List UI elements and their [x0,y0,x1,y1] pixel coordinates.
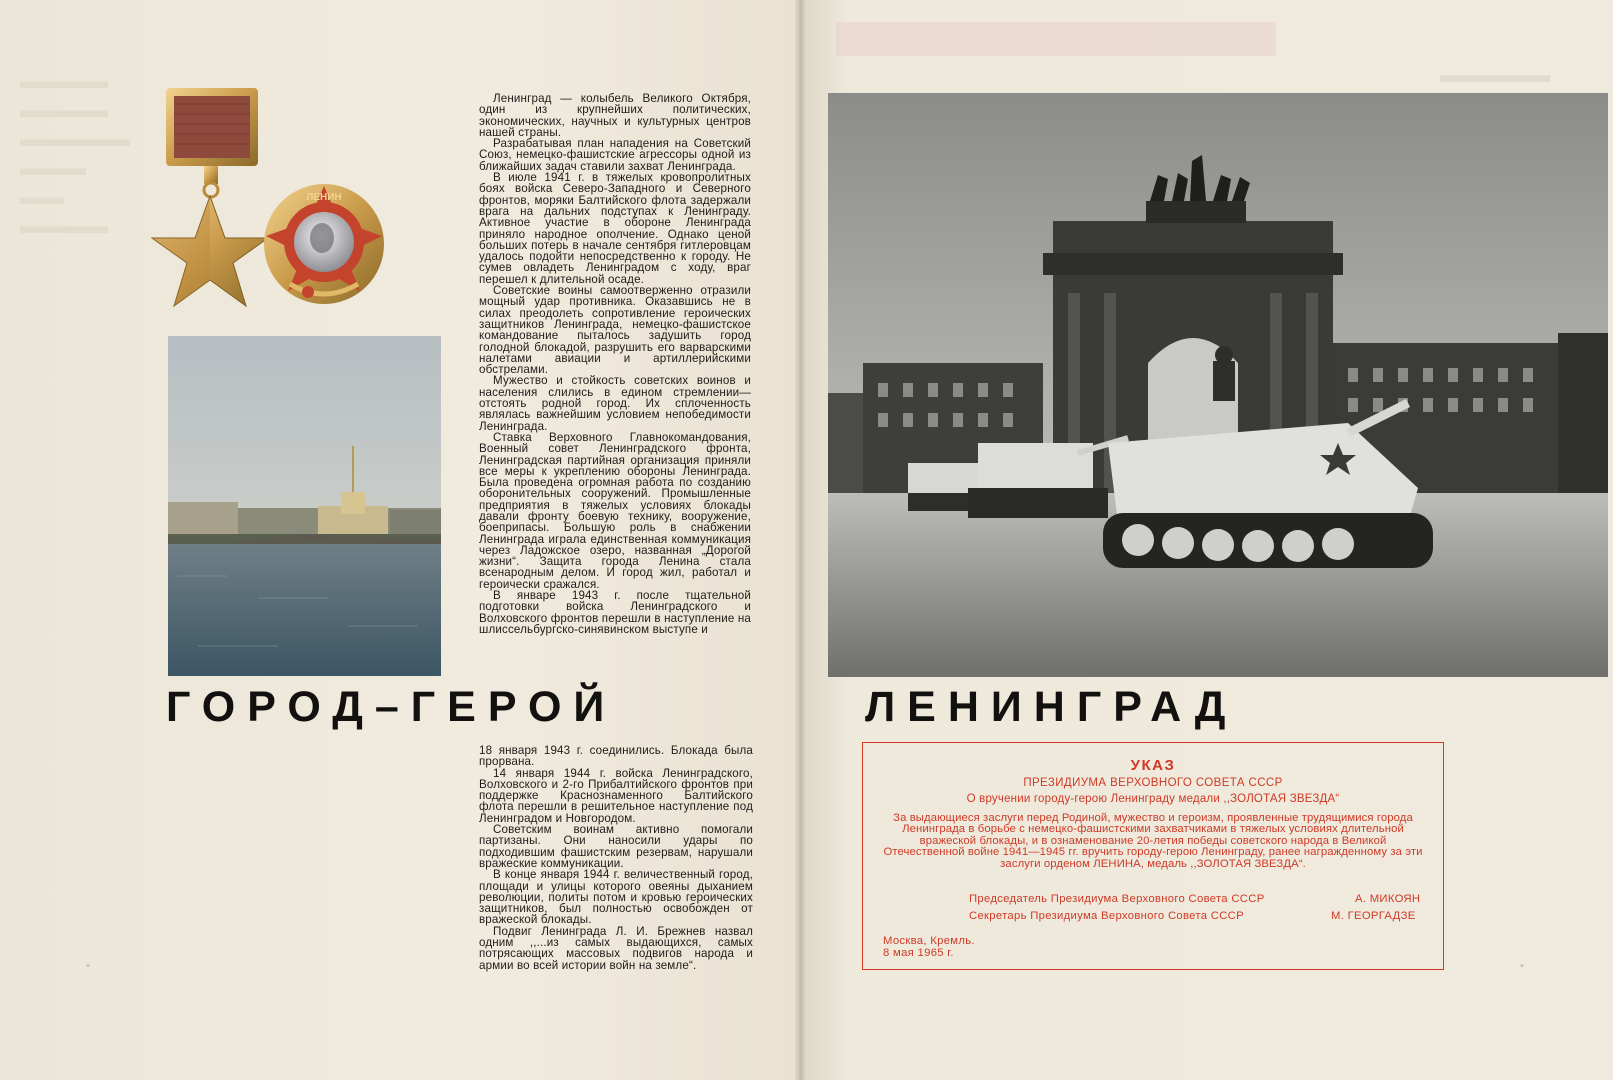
decree-place: Москва, Кремль. [883,935,975,947]
secretary-name: М. ГЕОРГАДЗЕ [1331,910,1416,922]
bleed-through-band [836,22,1276,56]
decree-date: 8 мая 1965 г. [883,947,954,959]
decree-body: За выдающиеся заслуги перед Родиной, мужество и героизм, проявленные трудящимися города Ленинграда в борьбе с немецко-фашистскими захватчиками в тяжелых условиях длительной вражеской блокады, и в ознаменование 20-летия победы советского народа в Великой Отечественной войне 1941—1945 гг. вручить городу-герою Ленинграду, ранее награжденному за эти заслуги орденом ЛЕНИНА, медаль ,,ЗОЛОТАЯ ЗВЕЗДА“. [883,812,1423,870]
bleed-through-text-right: ▬▬▬▬▬ [1440,62,1550,87]
headline-left: ГОРОД–ГЕРОЙ [166,683,617,731]
secretary-title: Секретарь Президиума Верховного Совета СССР [969,910,1244,922]
medal-inscription: ЛЕНИН [306,192,342,203]
photo-neva-admiralty [168,336,441,676]
decree-box [862,742,1444,970]
paragraph: Разрабатывая план нападения на Советский Союз, немецко-фашистские агрессоры одной из ближайших задач ставили захват Ленинграда. [479,137,751,173]
paragraph: В январе 1943 г. после тщательной подготовки войска Ленинградского и Волховского фронтов перешли в наступление на шлиссельбургско-синявинском выступе и [479,589,751,636]
paragraph: В конце января 1944 г. величественный город, площади и улицы которого овеяны дыханием революции, политы потом и кровью героических защитников, был полностью освобожден от вражеской блокады. [479,868,753,927]
article-column-top [479,93,751,635]
headline-right: ЛЕНИНГРАД [865,683,1238,731]
chairman-title: Председатель Президиума Верховного Совета СССР [969,893,1265,905]
decree-about: О вручении городу-герою Ленинграду медали ,,ЗОЛОТАЯ ЗВЕЗДА“ [966,793,1340,805]
narva-triumphal-arch-scene [828,93,1608,677]
paragraph: Подвиг Ленинграда Л. И. Брежнев назвал одним ,,...из самых выдающихся, самых потрясающих массовых подвигов народа и армии во всей истории войн на земле“. [479,924,753,972]
gold-star-and-order-of-lenin [150,86,390,316]
neva-river-scene [168,336,441,676]
decree-title: УКАЗ [1130,757,1176,774]
paragraph: Ставка Верховного Главнокомандования, Военный совет Ленинградского фронта, Ленинградская партийная организация приняли все меры к укреплению обороны Ленинграда. Была проведена огромная работа по созданию оборонительных сооружений. Промышленные предприятия в тяжелых условиях блокады давали фронту боевую технику, вооружение, боеприпасы. Большую роль в снабжении Ленинграда играла единственная коммуникация через Ладожское озеро, названная „Дорогой жизни“. Защита города Ленина стала всенародным делом. И город жил, работал и героически сражался. [479,430,751,591]
paragraph: Ленинград — колыбель Великого Октября, один из крупнейших политических, экономических, научных и культурных центров нашей страны. [479,92,751,139]
paragraph: Советские воины самоотверженно отразили мощный удар противника. Оказавшись не в силах преодолеть сопротивление героических защитников Ленинграда, немецко-фашистское командование пыталось задушить город голодной блокадой, разрушить его варварскими налетами авиации и артиллерийскими обстрелами. [479,284,751,377]
medals-illustration [150,86,390,316]
paragraph: Советским воинам активно помогали партизаны. Они наносили удары по подходившим фашистским резервам, нарушали вражеские коммуникации. [479,823,753,870]
page-mark-right: ▪ [1520,960,1524,972]
paragraph: 14 января 1944 г. войска Ленинградского, Волховского и 2-го Прибалтийского фронтов при поддержке Краснознаменного Балтийского флота перешли в решительное наступление под Ленинградом и Новгородом. [479,766,753,825]
photo-narva-gate-tanks [828,93,1608,677]
bleed-through-text: ▬▬▬▬ ▬▬▬▬ ▬▬▬▬▬ ▬▬▬ ▬▬ ▬▬▬▬ [20,68,130,238]
paragraph: В июле 1941 г. в тяжелых кровопролитных боях войска Северо-Западного и Северного фронтов, моряки Балтийского флота задержали врага на дальних подступах к Ленинграду. Активное участие в обороне Ленинграда приняло народное ополчение. Однако ценой больших потерь в начале сентября гитлеровцам удалось подойти непосредственно к городу. Не сумев овладеть Ленинградом с ходу, враг перешел к длительной осаде. [479,171,751,286]
book-spine [795,0,805,1080]
paragraph: 18 января 1943 г. соединились. Блокада была прорвана. [479,744,753,769]
paragraph: Мужество и стойкость советских воинов и населения слились в едином стремлении—отстоять родной город. Их сплоченность являлась важнейшим условием непобедимости Ленинграда. [479,374,751,433]
decree-subtitle: ПРЕЗИДИУМА ВЕРХОВНОГО СОВЕТА СССР [1023,777,1283,789]
decree-place-date [883,935,975,959]
article-column-bottom [479,745,753,971]
page-mark-left: ▪ [86,960,90,972]
chairman-name: А. МИКОЯН [1355,893,1421,905]
